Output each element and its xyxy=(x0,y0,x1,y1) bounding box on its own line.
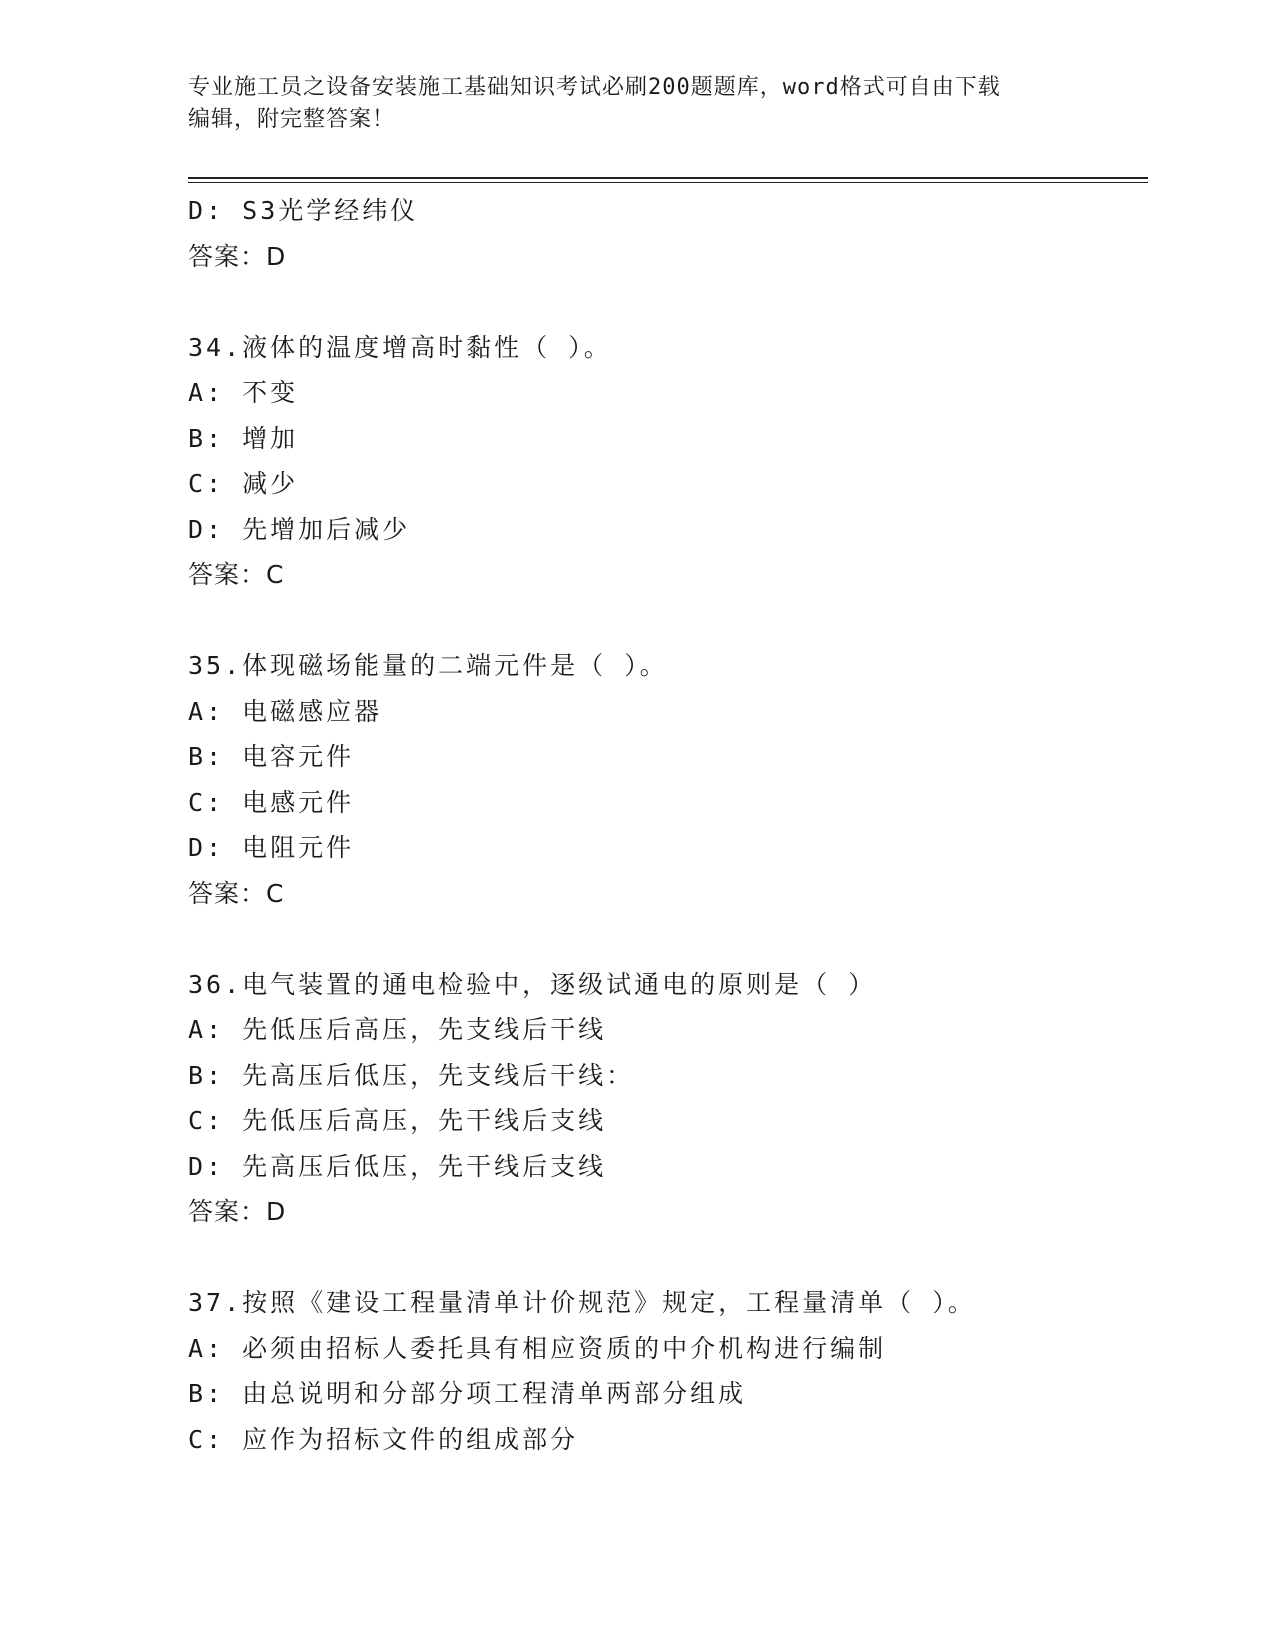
question-stem: 35.体现磁场能量的二端元件是（ ）。 xyxy=(188,651,668,680)
option-b: B: 由总说明和分部分项工程清单两部分组成 xyxy=(188,1379,747,1408)
question-stem: 37.按照《建设工程量清单计价规范》规定，工程量清单（ ）。 xyxy=(188,1288,976,1317)
option-b: B: 增加 xyxy=(188,423,299,453)
spacer xyxy=(188,1235,1148,1281)
option-c: C: 减少 xyxy=(188,469,299,498)
option-d: D: 先高压后低压，先干线后支线 xyxy=(188,1151,607,1181)
option-a: A: 不变 xyxy=(188,378,299,407)
header-title-line-2: 编辑，附完整答案！ xyxy=(188,107,396,132)
spacer xyxy=(188,279,1148,325)
header-divider-thin xyxy=(188,182,1148,183)
document-header xyxy=(188,72,1088,136)
option-c: C: 电感元件 xyxy=(188,787,355,817)
option-d: D: 电阻元件 xyxy=(188,833,355,862)
question-list xyxy=(188,188,1148,1462)
option-a: A: 电磁感应器 xyxy=(188,696,383,726)
option-a: A: 必须由招标人委托具有相应资质的中介机构进行编制 xyxy=(188,1333,887,1363)
question-37 xyxy=(188,1280,1148,1462)
question-36 xyxy=(188,962,1148,1235)
option-d: D: 先增加后减少 xyxy=(188,514,411,544)
spacer xyxy=(188,916,1148,962)
option-b: B: 电容元件 xyxy=(188,742,355,771)
question-stem: 36.电气装置的通电检验中，逐级试通电的原则是（ ） xyxy=(188,969,877,999)
question-stem: 34.液体的温度增高时黏性（ ）。 xyxy=(188,332,612,362)
question-35 xyxy=(188,643,1148,916)
header-divider-thick xyxy=(188,177,1148,179)
spacer xyxy=(188,598,1148,644)
question-34 xyxy=(188,325,1148,598)
answer-line: 答案：C xyxy=(188,560,285,589)
option-a: A: 先低压后高压，先支线后干线 xyxy=(188,1015,607,1044)
answer-line: 答案：D xyxy=(188,1197,287,1226)
option-c: C: 应作为招标文件的组成部分 xyxy=(188,1424,579,1454)
answer-line: 答案：D xyxy=(188,241,287,271)
answer-line: 答案：C xyxy=(188,878,285,908)
header-title-line-1: 专业施工员之设备安装施工基础知识考试必刷200题题库，word格式可自由下载 xyxy=(188,75,1001,100)
document-page xyxy=(188,0,1148,1650)
option-b: B: 先高压后低压，先支线后干线： xyxy=(188,1060,635,1090)
option-d: D: S3光学经纬仪 xyxy=(188,196,419,225)
question-33-tail xyxy=(188,188,1148,279)
option-c: C: 先低压后高压，先干线后支线 xyxy=(188,1106,607,1135)
